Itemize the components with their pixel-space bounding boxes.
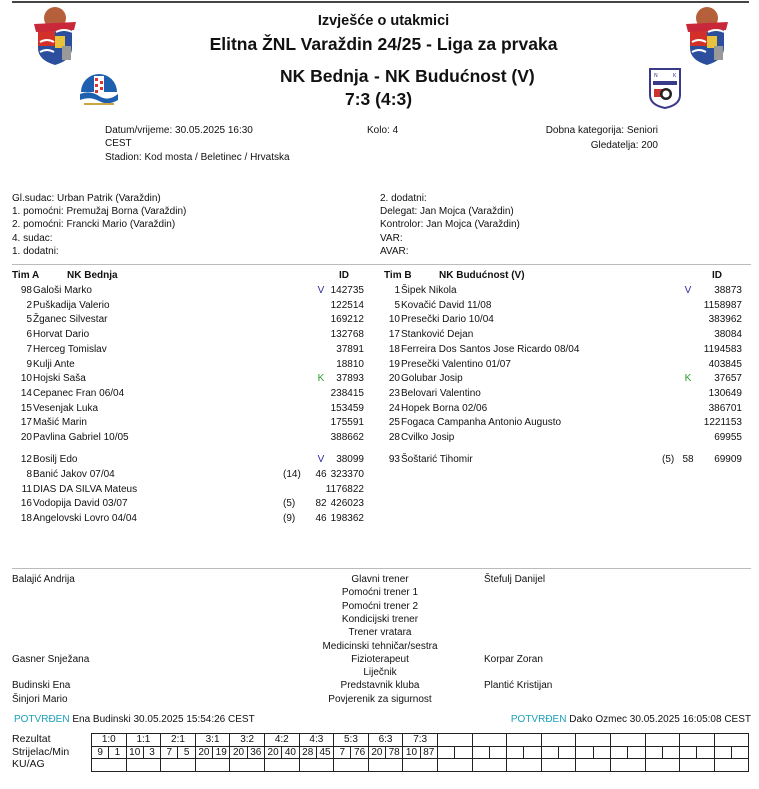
substitute-row bbox=[12, 512, 372, 527]
result-cell: 5:3 bbox=[334, 734, 369, 747]
result-cell bbox=[680, 734, 715, 747]
player-number: 17 bbox=[20, 417, 32, 429]
goalkeeper-marker: V bbox=[684, 285, 692, 296]
minute-cell bbox=[524, 746, 541, 759]
player-number: 2 bbox=[26, 299, 32, 311]
scorer-cell: 10 bbox=[403, 746, 420, 759]
player-number: 15 bbox=[20, 402, 32, 414]
player-number: 8 bbox=[26, 468, 32, 480]
officials-left bbox=[12, 192, 186, 258]
match-datetime: Datum/vrijeme: 30.05.2025 16:30 bbox=[105, 125, 253, 136]
minute-cell bbox=[489, 746, 506, 759]
home-confirmed-status: POTVRĐEN bbox=[14, 714, 70, 725]
player-name: Bosilj Edo bbox=[33, 454, 78, 466]
scorer-cell: 20 bbox=[195, 746, 212, 759]
player-row bbox=[380, 416, 750, 431]
player-row bbox=[380, 313, 750, 328]
official-avar: AVAR: bbox=[380, 245, 409, 257]
scorer-cell: 20 bbox=[368, 746, 385, 759]
minute-cell bbox=[559, 746, 576, 759]
team-b-id-header: ID bbox=[712, 270, 722, 281]
official-assistant-2: 2. pomoćni: Francki Mario (Varaždin) bbox=[12, 219, 176, 231]
player-name: Kulji Ante bbox=[33, 358, 75, 370]
result-cell: 7:3 bbox=[403, 734, 438, 747]
ku-ag-cell bbox=[437, 759, 472, 772]
ku-ag-cell bbox=[230, 759, 265, 772]
substitution-minute: 46 bbox=[315, 513, 327, 524]
svg-text:K: K bbox=[673, 73, 677, 79]
home-staff-name: Šinjori Mario bbox=[12, 693, 68, 705]
player-id: 175591 bbox=[330, 417, 364, 429]
ku-ag-cell bbox=[299, 759, 334, 772]
result-cell: 6:3 bbox=[368, 734, 403, 747]
player-id: 1158987 bbox=[703, 299, 742, 311]
home-confirmation bbox=[14, 714, 255, 725]
player-id: 169212 bbox=[330, 314, 364, 326]
player-id: 383962 bbox=[708, 314, 742, 326]
player-row bbox=[12, 299, 372, 314]
player-name: Banić Jakov 07/04 bbox=[33, 468, 115, 480]
result-cell: 3:1 bbox=[195, 734, 230, 747]
substitute-row bbox=[12, 468, 372, 483]
away-staff-name: Plantić Kristijan bbox=[484, 680, 553, 692]
player-id: 403845 bbox=[708, 358, 742, 370]
minute-cell: 78 bbox=[386, 746, 403, 759]
result-cell: 1:0 bbox=[92, 734, 127, 747]
staff-role: Fizioterapeut bbox=[351, 653, 409, 665]
away-staff-name: Štefulj Danijel bbox=[484, 574, 546, 585]
ku-ag-cell bbox=[507, 759, 542, 772]
nk-buducnost-logo bbox=[648, 67, 682, 109]
player-number: 5 bbox=[394, 299, 400, 311]
captain-marker: K bbox=[317, 373, 325, 385]
player-id: 69955 bbox=[714, 432, 742, 443]
away-confirmed-by: Dako Ozmec 30.05.2025 16:05:08 CEST bbox=[569, 714, 751, 725]
player-number: 17 bbox=[388, 329, 400, 341]
player-number: 18 bbox=[388, 343, 400, 355]
official-assistant-1: 1. pomoćni: Premužaj Borna (Varaždin) bbox=[12, 206, 187, 218]
player-row bbox=[12, 343, 372, 358]
player-row bbox=[12, 387, 372, 402]
scorer-cell: 9 bbox=[92, 746, 109, 759]
home-staff-name: Balajić Andrija bbox=[12, 574, 75, 585]
final-score: 7:3 (4:3) bbox=[345, 89, 413, 109]
minute-cell: 3 bbox=[143, 746, 160, 759]
player-name: Puškadija Valerio bbox=[33, 299, 110, 311]
player-id: 37893 bbox=[336, 373, 364, 385]
player-number: 20 bbox=[20, 432, 32, 443]
age-category: Dobna kategorija: Seniori bbox=[545, 125, 658, 136]
player-number: 28 bbox=[388, 432, 400, 443]
player-row bbox=[380, 358, 750, 373]
player-id: 38084 bbox=[714, 329, 742, 341]
minute-cell bbox=[731, 746, 748, 759]
result-cell: 4:3 bbox=[299, 734, 334, 747]
player-id: 142735 bbox=[330, 285, 364, 296]
ku-ag-cell bbox=[714, 759, 749, 772]
player-number: 5 bbox=[26, 314, 32, 326]
label-scorer-minute: Strijelac/Min bbox=[12, 745, 70, 758]
player-name: DIAS DA SILVA Mateus bbox=[33, 483, 138, 495]
home-staff-name: Budinski Ena bbox=[12, 680, 71, 692]
ku-ag-cell bbox=[472, 759, 507, 772]
player-name: Stanković Dejan bbox=[401, 329, 474, 341]
minute-cell: 1 bbox=[109, 746, 126, 759]
match-round: Kolo: 4 bbox=[367, 125, 399, 136]
player-number: 20 bbox=[388, 373, 400, 385]
player-id: 238415 bbox=[330, 387, 364, 399]
ku-ag-cell bbox=[368, 759, 403, 772]
team-separator: - bbox=[374, 66, 380, 86]
staff-role: Pomoćni trener 1 bbox=[341, 587, 419, 599]
official-delegate: Delegat: Jan Mojca (Varaždin) bbox=[380, 206, 514, 218]
substitute-row bbox=[12, 453, 372, 468]
ku-ag-cell bbox=[264, 759, 299, 772]
player-row bbox=[12, 431, 372, 446]
official-var: VAR: bbox=[380, 232, 403, 244]
player-number: 7 bbox=[26, 343, 32, 355]
result-cell: 2:1 bbox=[161, 734, 196, 747]
team-a-label: Tim A bbox=[12, 270, 40, 281]
player-id: 1221153 bbox=[703, 417, 742, 429]
player-id: 130649 bbox=[708, 387, 742, 399]
ku-ag-cell bbox=[680, 759, 715, 772]
away-team-title: NK Budućnost (V) bbox=[385, 66, 535, 86]
team-b-label: Tim B bbox=[384, 270, 412, 281]
player-row bbox=[380, 372, 750, 387]
staff-role: Trener vratara bbox=[348, 627, 412, 639]
player-row bbox=[380, 299, 750, 314]
ku-ag-cell bbox=[610, 759, 645, 772]
player-id: 386701 bbox=[708, 402, 742, 414]
player-id: 323370 bbox=[330, 468, 364, 480]
staff-role: Medicinski tehničar/sestra bbox=[322, 640, 438, 652]
minute-cell bbox=[662, 746, 679, 759]
report-title: Izvješće o utakmici bbox=[317, 13, 450, 29]
player-id: 132768 bbox=[330, 329, 364, 341]
team-a-id-header: ID bbox=[339, 270, 349, 281]
player-id: 153459 bbox=[330, 402, 364, 414]
player-name: Vesenjak Luka bbox=[33, 402, 99, 414]
player-number: 25 bbox=[388, 417, 400, 429]
result-cell: 4:2 bbox=[264, 734, 299, 747]
player-number: 11 bbox=[21, 483, 32, 495]
scorer-cell: 20 bbox=[230, 746, 247, 759]
scorer-cell bbox=[714, 746, 731, 759]
replaced-number: (14) bbox=[283, 468, 301, 480]
player-name: Cepanec Fran 06/04 bbox=[33, 387, 125, 399]
player-name: Herceg Tomislav bbox=[33, 343, 107, 355]
substitute-row bbox=[12, 497, 372, 512]
result-cell bbox=[541, 734, 576, 747]
player-id: 122514 bbox=[330, 299, 364, 311]
divider bbox=[12, 568, 751, 569]
scorer-cell: 7 bbox=[161, 746, 178, 759]
player-name: Cvilko Josip bbox=[401, 432, 455, 443]
staff-role: Povjerenik za sigurnost bbox=[328, 693, 432, 705]
player-row bbox=[12, 284, 372, 299]
result-cell: 1:1 bbox=[126, 734, 161, 747]
label-result: Rezultat bbox=[12, 733, 51, 745]
scorer-cell bbox=[437, 746, 454, 759]
player-name: Presečki Valentino 01/07 bbox=[401, 358, 511, 370]
player-id: 388662 bbox=[330, 432, 364, 443]
player-name: Mašić Marin bbox=[33, 417, 87, 429]
goalkeeper-marker: V bbox=[317, 285, 325, 296]
ku-ag-cell bbox=[576, 759, 611, 772]
competition-title: Elitna ŽNL Varaždin 24/25 - Liga za prvaka bbox=[209, 34, 558, 54]
minute-cell: 5 bbox=[178, 746, 195, 759]
player-number: 12 bbox=[20, 454, 32, 466]
player-row bbox=[380, 387, 750, 402]
player-row bbox=[380, 284, 750, 299]
scorer-cell bbox=[645, 746, 662, 759]
player-number: 93 bbox=[388, 454, 400, 466]
replaced-number: (9) bbox=[283, 513, 296, 524]
player-row bbox=[12, 313, 372, 328]
ku-ag-row bbox=[92, 759, 749, 772]
player-id: 37891 bbox=[336, 343, 364, 355]
player-row bbox=[380, 343, 750, 358]
scorer-cell bbox=[680, 746, 697, 759]
scorer-cell bbox=[576, 746, 593, 759]
player-row bbox=[12, 402, 372, 417]
home-staff-name: Gasner Snježana bbox=[12, 653, 90, 665]
result-cell bbox=[610, 734, 645, 747]
minute-cell bbox=[628, 746, 645, 759]
player-id: 38099 bbox=[336, 454, 364, 466]
ku-ag-cell bbox=[126, 759, 161, 772]
player-row bbox=[380, 328, 750, 343]
player-name: Pavlina Gabriel 10/05 bbox=[33, 432, 129, 443]
player-name: Galoši Marko bbox=[33, 285, 92, 296]
result-cell bbox=[714, 734, 749, 747]
player-name: Vodopija David 03/07 bbox=[33, 498, 128, 510]
official-main-referee: Gl.sudac: Urban Patrik (Varaždin) bbox=[12, 193, 161, 204]
team-a-name: NK Bednja bbox=[67, 270, 118, 281]
scorer-cell bbox=[541, 746, 558, 759]
spectators: Gledatelja: 200 bbox=[590, 140, 658, 151]
scorer-cell bbox=[507, 746, 524, 759]
scorer-cell bbox=[610, 746, 627, 759]
official-controller: Kontrolor: Jan Mojca (Varaždin) bbox=[380, 219, 520, 231]
substitution-minute: 46 bbox=[315, 468, 327, 480]
result-cell bbox=[576, 734, 611, 747]
player-name: Fogaca Campanha Antonio Augusto bbox=[401, 417, 562, 429]
ku-ag-cell bbox=[92, 759, 127, 772]
scorer-cell: 7 bbox=[334, 746, 351, 759]
player-id: 38873 bbox=[714, 285, 742, 296]
player-id: 426023 bbox=[330, 498, 364, 510]
substitute-row bbox=[380, 453, 750, 468]
minute-cell: 40 bbox=[282, 746, 299, 759]
away-confirmed-status: POTVRĐEN bbox=[510, 714, 567, 725]
player-name: Žganec Silvestar bbox=[33, 314, 108, 326]
scoring-table bbox=[91, 733, 749, 772]
minute-cell bbox=[593, 746, 610, 759]
home-team-title: NK Bednja bbox=[280, 66, 369, 86]
staff-role: Liječnik bbox=[363, 667, 397, 679]
player-id: 1176822 bbox=[325, 483, 364, 495]
player-name: Šipek Nikola bbox=[401, 285, 457, 296]
player-number: 18 bbox=[20, 513, 32, 524]
player-name: Golubar Josip bbox=[401, 373, 463, 385]
match-timezone: CEST bbox=[105, 138, 132, 149]
player-number: 9 bbox=[26, 358, 32, 370]
ku-ag-cell bbox=[195, 759, 230, 772]
label-ku-ag: KU/AG bbox=[12, 758, 45, 770]
player-name: Hojski Saša bbox=[33, 373, 86, 385]
scorer-cell: 28 bbox=[299, 746, 316, 759]
substitute-row bbox=[12, 483, 372, 498]
result-cell bbox=[507, 734, 542, 747]
ku-ag-cell bbox=[403, 759, 438, 772]
svg-text:N: N bbox=[654, 73, 658, 79]
minute-cell: 36 bbox=[247, 746, 264, 759]
minute-cell: 45 bbox=[316, 746, 333, 759]
staff-role: Kondicijski trener bbox=[341, 613, 419, 625]
player-row bbox=[12, 358, 372, 373]
ku-ag-cell bbox=[334, 759, 369, 772]
player-name: Šoštarić Tihomir bbox=[401, 454, 473, 466]
scorer-cell: 10 bbox=[126, 746, 143, 759]
player-number: 10 bbox=[388, 314, 400, 326]
replaced-number: (5) bbox=[662, 454, 675, 466]
player-row bbox=[380, 431, 750, 446]
player-row bbox=[12, 372, 372, 387]
staff-role: Glavni trener bbox=[351, 574, 409, 585]
scorer-cell bbox=[472, 746, 489, 759]
player-number: 1 bbox=[394, 285, 400, 296]
result-cell bbox=[472, 734, 507, 747]
staff-role: Pomoćni trener 2 bbox=[341, 600, 419, 612]
divider bbox=[12, 264, 751, 265]
scorer-row bbox=[92, 746, 749, 759]
player-row bbox=[380, 402, 750, 417]
player-id: 37657 bbox=[714, 373, 742, 385]
player-id: 1194583 bbox=[703, 343, 742, 355]
official-additional-2: 2. dodatni: bbox=[380, 193, 427, 204]
minute-cell: 76 bbox=[351, 746, 368, 759]
ku-ag-cell bbox=[645, 759, 680, 772]
result-cell bbox=[437, 734, 472, 747]
player-number: 98 bbox=[20, 285, 32, 296]
scorer-cell: 20 bbox=[264, 746, 281, 759]
result-row bbox=[92, 734, 749, 747]
minute-cell: 19 bbox=[213, 746, 230, 759]
substitution-minute: 82 bbox=[315, 498, 327, 510]
replaced-number: (5) bbox=[283, 498, 296, 510]
substitution-minute: 58 bbox=[682, 454, 694, 466]
ku-ag-cell bbox=[541, 759, 576, 772]
player-number: 14 bbox=[20, 387, 32, 399]
result-cell: 3:2 bbox=[230, 734, 265, 747]
player-name: Belovari Valentino bbox=[401, 387, 481, 399]
player-row bbox=[12, 416, 372, 431]
minute-cell bbox=[455, 746, 472, 759]
player-row bbox=[12, 328, 372, 343]
player-name: Ferreira Dos Santos Jose Ricardo 08/04 bbox=[401, 343, 580, 355]
official-additional-1: 1. dodatni: bbox=[12, 245, 59, 257]
player-name: Angelovski Lovro 04/04 bbox=[33, 513, 137, 524]
team-b-name: NK Budućnost (V) bbox=[439, 270, 525, 281]
official-fourth: 4. sudac: bbox=[12, 232, 53, 244]
player-name: Kovačić David 11/08 bbox=[401, 299, 492, 311]
away-staff-name: Korpar Zoran bbox=[484, 653, 543, 665]
player-number: 10 bbox=[20, 373, 32, 385]
top-border bbox=[12, 1, 749, 3]
player-number: 23 bbox=[388, 387, 400, 399]
player-name: Hopek Borna 02/06 bbox=[401, 402, 488, 414]
player-name: Presečki Dario 10/04 bbox=[401, 314, 494, 326]
player-number: 24 bbox=[388, 402, 400, 414]
minute-cell: 87 bbox=[420, 746, 437, 759]
nk-bednja-logo bbox=[78, 68, 120, 108]
away-confirmation bbox=[511, 714, 751, 725]
scoring-labels bbox=[12, 733, 69, 771]
player-id: 69909 bbox=[714, 454, 742, 466]
officials-right bbox=[380, 192, 520, 258]
result-cell bbox=[645, 734, 680, 747]
captain-marker: K bbox=[684, 373, 692, 385]
player-name: Horvat Dario bbox=[33, 329, 90, 341]
staff-role: Predstavnik kluba bbox=[340, 680, 420, 692]
player-number: 19 bbox=[388, 358, 400, 370]
goalkeeper-marker: V bbox=[317, 454, 325, 466]
player-number: 16 bbox=[20, 498, 32, 510]
ku-ag-cell bbox=[161, 759, 196, 772]
match-stadium: Stadion: Kod mosta / Beletinec / Hrvatska bbox=[105, 152, 290, 163]
player-number: 6 bbox=[26, 329, 32, 341]
home-confirmed-by: Ena Budinski 30.05.2025 15:54:26 CEST bbox=[72, 714, 255, 725]
player-id: 198362 bbox=[330, 513, 364, 524]
player-id: 18810 bbox=[336, 358, 364, 370]
minute-cell bbox=[697, 746, 714, 759]
